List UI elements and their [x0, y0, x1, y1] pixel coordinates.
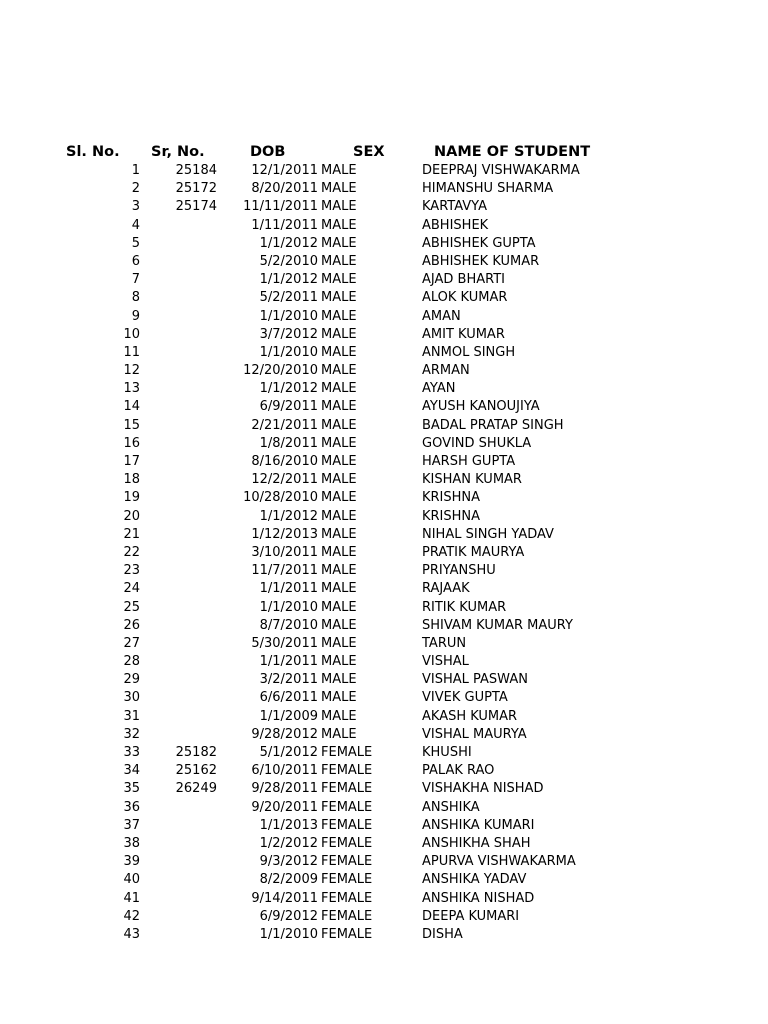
student-table-body: [0, 162, 768, 944]
cell-sex: MALE: [321, 708, 357, 724]
cell-dob: 1/8/2011: [259, 435, 318, 451]
cell-sl-no: 5: [131, 235, 140, 251]
cell-student-name: ABHISHEK: [422, 217, 489, 233]
cell-student-name: ANSHIKA NISHAD: [422, 890, 535, 906]
cell-dob: 10/28/2010: [243, 490, 318, 506]
cell-student-name: KARTAVYA: [422, 199, 487, 215]
cell-sl-no: 37: [123, 817, 140, 833]
table-row: [0, 180, 768, 198]
cell-student-name: ANSHIKA: [422, 799, 480, 815]
cell-sl-no: 2: [131, 181, 140, 197]
cell-sex: FEMALE: [321, 817, 373, 833]
cell-sex: MALE: [321, 544, 357, 560]
cell-sl-no: 4: [131, 217, 140, 233]
cell-sex: MALE: [321, 581, 357, 597]
cell-student-name: PRATIK MAURYA: [422, 544, 525, 560]
cell-dob: 1/1/2010: [259, 308, 318, 324]
cell-student-name: KRISHNA: [422, 490, 481, 506]
cell-student-name: VISHAKHA NISHAD: [422, 781, 544, 797]
table-row: [0, 799, 768, 817]
cell-sr-no: 25182: [175, 745, 217, 760]
cell-sex: MALE: [321, 399, 357, 415]
cell-dob: 12/2/2011: [251, 472, 318, 488]
cell-dob: 11/7/2011: [251, 563, 318, 579]
cell-sex: MALE: [321, 454, 357, 469]
cell-sr-no: 25172: [175, 181, 217, 197]
cell-sex: MALE: [321, 654, 357, 670]
cell-dob: 3/10/2011: [251, 544, 318, 560]
cell-dob: 1/1/2012: [259, 272, 318, 288]
cell-dob: 1/1/2013: [259, 817, 318, 833]
cell-dob: 11/11/2011: [243, 199, 318, 215]
table-header: [0, 143, 768, 161]
cell-sex: FEMALE: [321, 781, 373, 797]
cell-sl-no: 40: [123, 872, 140, 888]
cell-sl-no: 30: [123, 690, 140, 706]
cell-sex: MALE: [321, 508, 357, 524]
cell-dob: 3/2/2011: [259, 672, 318, 688]
cell-sex: MALE: [321, 181, 357, 197]
cell-dob: 1/12/2013: [251, 526, 318, 542]
cell-dob: 6/9/2011: [259, 399, 318, 415]
table-row: [0, 708, 768, 726]
cell-student-name: ARMAN: [422, 363, 470, 379]
cell-dob: 5/2/2010: [259, 253, 318, 269]
cell-dob: 1/1/2011: [259, 581, 318, 597]
cell-student-name: DISHA: [422, 926, 463, 942]
cell-dob: 1/1/2010: [259, 926, 318, 942]
header-sl-no: Sl. No.: [66, 144, 120, 160]
cell-student-name: ANSHIKA YADAV: [422, 872, 527, 888]
cell-sl-no: 13: [123, 381, 140, 397]
cell-student-name: BADAL PRATAP SINGH: [422, 417, 564, 433]
cell-dob: 8/2/2009: [259, 872, 318, 888]
cell-sex: MALE: [321, 199, 357, 215]
cell-sr-no: 25162: [175, 763, 217, 779]
cell-sl-no: 39: [123, 854, 140, 870]
cell-dob: 5/2/2011: [259, 290, 318, 306]
cell-sex: MALE: [321, 635, 357, 651]
cell-student-name: AJAD BHARTI: [422, 272, 505, 288]
table-row: [0, 398, 768, 416]
table-row: [0, 380, 768, 398]
table-row: [0, 635, 768, 653]
cell-sr-no: 25174: [175, 199, 217, 215]
cell-dob: 1/1/2010: [259, 599, 318, 615]
table-row: [0, 308, 768, 326]
table-row: [0, 526, 768, 544]
cell-sl-no: 16: [123, 435, 140, 451]
cell-dob: 8/7/2010: [259, 617, 318, 633]
cell-sl-no: 3: [131, 199, 140, 215]
table-row: [0, 780, 768, 798]
table-row: [0, 471, 768, 489]
cell-sex: MALE: [321, 526, 357, 542]
cell-student-name: APURVA VISHWAKARMA: [422, 854, 576, 870]
table-row: [0, 289, 768, 307]
cell-sex: MALE: [321, 563, 357, 579]
cell-sex: MALE: [321, 490, 357, 506]
cell-dob: 8/16/2010: [251, 454, 318, 469]
cell-student-name: NIHAL SINGH YADAV: [422, 526, 554, 542]
cell-student-name: AMAN: [422, 308, 461, 324]
header-sex: SEX: [353, 144, 385, 160]
cell-sl-no: 11: [123, 344, 140, 360]
cell-sl-no: 1: [131, 163, 140, 178]
cell-sex: MALE: [321, 617, 357, 633]
cell-sl-no: 7: [131, 272, 140, 288]
cell-sl-no: 27: [123, 635, 140, 651]
cell-dob: 12/1/2011: [251, 163, 318, 178]
cell-sex: FEMALE: [321, 890, 373, 906]
cell-sex: MALE: [321, 163, 357, 178]
table-row: [0, 362, 768, 380]
cell-dob: 12/20/2010: [243, 363, 318, 379]
cell-sl-no: 42: [123, 908, 140, 924]
cell-student-name: DEEPA KUMARI: [422, 908, 520, 924]
cell-student-name: HIMANSHU SHARMA: [422, 181, 554, 197]
cell-sl-no: 21: [123, 526, 140, 542]
cell-sex: MALE: [321, 272, 357, 288]
cell-dob: 9/28/2011: [251, 781, 318, 797]
cell-sex: MALE: [321, 290, 357, 306]
cell-dob: 3/7/2012: [259, 326, 318, 342]
table-row: [0, 198, 768, 216]
cell-student-name: KISHAN KUMAR: [422, 472, 522, 488]
table-row: [0, 835, 768, 853]
cell-sex: MALE: [321, 217, 357, 233]
cell-sex: MALE: [321, 690, 357, 706]
table-row: [0, 271, 768, 289]
cell-dob: 6/9/2012: [259, 908, 318, 924]
header-dob: DOB: [250, 144, 286, 160]
cell-student-name: PRIYANSHU: [422, 563, 496, 579]
cell-sex: FEMALE: [321, 835, 373, 851]
cell-sex: MALE: [321, 253, 357, 269]
table-row: [0, 908, 768, 926]
cell-sl-no: 43: [123, 926, 140, 942]
cell-dob: 9/28/2012: [251, 726, 318, 742]
cell-dob: 1/1/2010: [259, 344, 318, 360]
table-row: [0, 326, 768, 344]
cell-student-name: AKASH KUMAR: [422, 708, 518, 724]
cell-sex: MALE: [321, 381, 357, 397]
cell-sl-no: 33: [123, 745, 140, 760]
cell-dob: 5/1/2012: [259, 745, 318, 760]
table-row: [0, 871, 768, 889]
cell-sl-no: 38: [123, 835, 140, 851]
cell-sex: MALE: [321, 326, 357, 342]
table-row: [0, 162, 768, 180]
cell-sex: MALE: [321, 599, 357, 615]
cell-sex: MALE: [321, 472, 357, 488]
cell-student-name: RITIK KUMAR: [422, 599, 507, 615]
cell-student-name: SHIVAM KUMAR MAURY: [422, 617, 573, 633]
table-row: [0, 508, 768, 526]
cell-sex: MALE: [321, 308, 357, 324]
cell-student-name: RAJAAK: [422, 581, 470, 597]
cell-student-name: VISHAL: [422, 654, 469, 670]
cell-student-name: AYUSH KANOUJIYA: [422, 399, 540, 415]
table-row: [0, 417, 768, 435]
cell-dob: 1/1/2011: [259, 654, 318, 670]
cell-student-name: ANMOL SINGH: [422, 344, 516, 360]
table-row: [0, 544, 768, 562]
cell-sl-no: 19: [123, 490, 140, 506]
cell-dob: 1/1/2009: [259, 708, 318, 724]
cell-student-name: DEEPRAJ VISHWAKARMA: [422, 163, 580, 178]
table-row: [0, 726, 768, 744]
cell-sl-no: 31: [123, 708, 140, 724]
cell-sl-no: 22: [123, 544, 140, 560]
cell-sl-no: 36: [123, 799, 140, 815]
cell-dob: 1/1/2012: [259, 235, 318, 251]
cell-sex: FEMALE: [321, 745, 373, 760]
table-row: [0, 653, 768, 671]
cell-sex: MALE: [321, 363, 357, 379]
cell-student-name: HARSH GUPTA: [422, 454, 516, 469]
cell-student-name: VISHAL PASWAN: [422, 672, 528, 688]
table-row: [0, 890, 768, 908]
table-row: [0, 853, 768, 871]
cell-student-name: VIVEK GUPTA: [422, 690, 508, 706]
cell-sl-no: 24: [123, 581, 140, 597]
cell-dob: 1/11/2011: [251, 217, 318, 233]
cell-sex: FEMALE: [321, 799, 373, 815]
cell-sl-no: 35: [123, 781, 140, 797]
cell-sl-no: 41: [123, 890, 140, 906]
cell-sex: FEMALE: [321, 872, 373, 888]
cell-dob: 1/1/2012: [259, 508, 318, 524]
header-name-of-student: NAME OF STUDENT: [434, 144, 591, 160]
cell-sex: MALE: [321, 435, 357, 451]
cell-sex: MALE: [321, 344, 357, 360]
table-row: [0, 253, 768, 271]
cell-dob: 6/10/2011: [251, 763, 318, 779]
table-row: [0, 689, 768, 707]
cell-student-name: ABHISHEK GUPTA: [422, 235, 536, 251]
table-row: [0, 489, 768, 507]
cell-student-name: ALOK KUMAR: [422, 290, 508, 306]
table-row: [0, 235, 768, 253]
cell-sl-no: 34: [123, 763, 140, 779]
cell-sl-no: 32: [123, 726, 140, 742]
cell-sl-no: 6: [131, 253, 140, 269]
cell-sl-no: 14: [123, 399, 140, 415]
cell-sl-no: 8: [131, 290, 140, 306]
cell-dob: 6/6/2011: [259, 690, 318, 706]
cell-sex: MALE: [321, 235, 357, 251]
cell-student-name: AMIT KUMAR: [422, 326, 505, 342]
cell-sr-no: 26249: [175, 781, 217, 797]
cell-dob: 8/20/2011: [251, 181, 318, 197]
cell-student-name: TARUN: [422, 635, 467, 651]
table-row: [0, 580, 768, 598]
table-row: [0, 926, 768, 944]
cell-student-name: ANSHIKHA SHAH: [422, 835, 531, 851]
cell-sr-no: 25184: [175, 163, 217, 178]
cell-student-name: ABHISHEK KUMAR: [422, 253, 540, 269]
cell-sl-no: 15: [123, 417, 140, 433]
table-row: [0, 435, 768, 453]
cell-sex: MALE: [321, 726, 357, 742]
cell-sex: FEMALE: [321, 854, 373, 870]
table-row: [0, 344, 768, 362]
cell-sex: MALE: [321, 417, 357, 433]
cell-sex: FEMALE: [321, 926, 373, 942]
table-row: [0, 617, 768, 635]
cell-sl-no: 17: [123, 454, 140, 469]
cell-student-name: KHUSHI: [422, 745, 472, 760]
table-row: [0, 671, 768, 689]
cell-sl-no: 28: [123, 654, 140, 670]
table-row: [0, 217, 768, 235]
cell-sex: FEMALE: [321, 908, 373, 924]
cell-sl-no: 25: [123, 599, 140, 615]
table-row: [0, 744, 768, 762]
table-row: [0, 762, 768, 780]
cell-sl-no: 10: [123, 326, 140, 342]
cell-student-name: PALAK RAO: [422, 763, 495, 779]
cell-sex: FEMALE: [321, 763, 373, 779]
cell-dob: 9/3/2012: [259, 854, 318, 870]
table-row: [0, 562, 768, 580]
cell-sl-no: 29: [123, 672, 140, 688]
cell-student-name: AYAN: [422, 381, 456, 397]
cell-sl-no: 12: [123, 363, 140, 379]
cell-sex: MALE: [321, 672, 357, 688]
table-row: [0, 817, 768, 835]
cell-student-name: KRISHNA: [422, 508, 481, 524]
cell-student-name: GOVIND SHUKLA: [422, 435, 532, 451]
header-sr-no: Sr, No.: [151, 144, 205, 160]
cell-student-name: VISHAL MAURYA: [422, 726, 527, 742]
cell-student-name: ANSHIKA KUMARI: [422, 817, 535, 833]
cell-dob: 2/21/2011: [251, 417, 318, 433]
cell-dob: 9/14/2011: [251, 890, 318, 906]
cell-sl-no: 23: [123, 563, 140, 579]
cell-sl-no: 18: [123, 472, 140, 488]
cell-sl-no: 9: [131, 308, 140, 324]
cell-dob: 1/2/2012: [259, 835, 318, 851]
cell-dob: 1/1/2012: [259, 381, 318, 397]
table-row: [0, 453, 768, 471]
table-row: [0, 599, 768, 617]
cell-sl-no: 26: [123, 617, 140, 633]
cell-dob: 5/30/2011: [251, 635, 318, 651]
cell-dob: 9/20/2011: [251, 799, 318, 815]
cell-sl-no: 20: [123, 508, 140, 524]
